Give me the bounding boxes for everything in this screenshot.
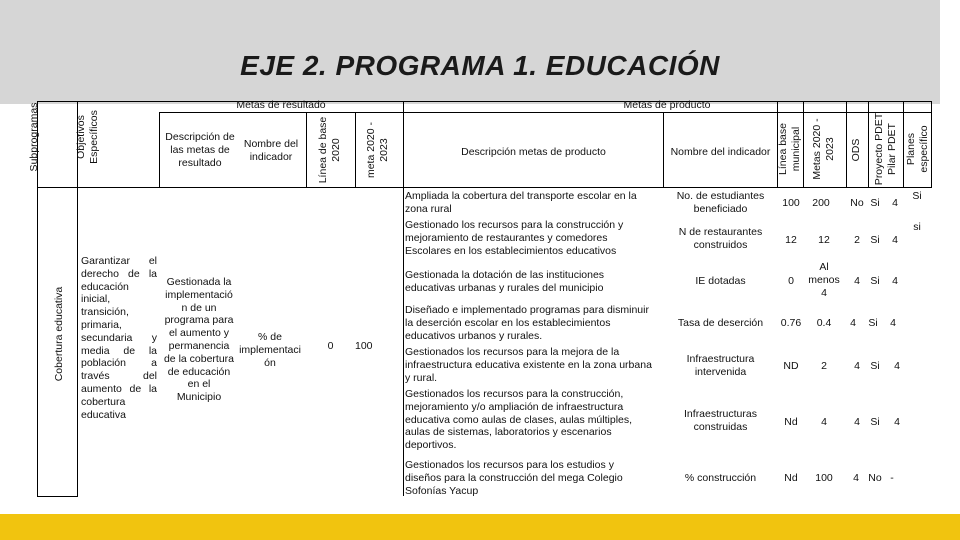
product-ods: 4 bbox=[854, 360, 860, 372]
header-planes: Planes específico bbox=[905, 125, 930, 173]
objetivo-cell: Garantizar el derecho de la educación inicial, transición, primaria, secundaria y media de la población a través del aumento de la cobertura educativa bbox=[81, 255, 157, 421]
grid-line bbox=[403, 101, 404, 496]
product-indicator: IE dotadas bbox=[695, 275, 746, 287]
header-desc-resultado: Descripción de las metas de resultado bbox=[165, 131, 235, 169]
meta-resultado-valor-cell: 100 bbox=[355, 340, 373, 352]
product-base: 0 bbox=[788, 275, 794, 287]
linea-base-resultado-cell: 0 bbox=[327, 340, 334, 352]
product-indicator: % construcción bbox=[684, 472, 757, 484]
product-base: ND bbox=[783, 360, 799, 372]
product-desc: Gestionados los recursos para la construcción, mejoramiento y/o ampliación de infraestructura educativa como aulas de clases, aulas múltiples, aulas de sistemas, laboratorios y escenarios deportivos. bbox=[405, 388, 633, 452]
product-desc: Gestionada la dotación de las instituciones educativas urbanas y rurales del municipio bbox=[405, 269, 605, 294]
product-meta: 100 bbox=[815, 472, 833, 484]
grid-line bbox=[355, 112, 356, 187]
header-linea-base: Línea de base 2020 bbox=[317, 116, 342, 184]
grid-line bbox=[403, 112, 932, 113]
product-pilar: - bbox=[890, 472, 894, 484]
product-ods: 4 bbox=[854, 416, 860, 428]
header-metas-resultado: Metas de resultado bbox=[236, 99, 326, 111]
product-base: Nd bbox=[784, 472, 798, 484]
header-linea-base-municipal: Línea base municipal bbox=[777, 123, 802, 175]
header-objetivos: Objetivos Específicos bbox=[75, 110, 100, 164]
product-base: 0.76 bbox=[780, 317, 802, 329]
product-pdet: No bbox=[868, 472, 882, 484]
product-meta: 4 bbox=[821, 416, 827, 428]
product-desc: Gestionados los recursos para los estudios y diseños para la construcción del mega Colegio Sofonías Yacup bbox=[405, 459, 623, 497]
grid-line bbox=[931, 101, 932, 187]
product-pdet: Si bbox=[870, 416, 880, 428]
product-ods: 2 bbox=[854, 234, 860, 246]
grid-line bbox=[803, 101, 804, 187]
product-indicator: Tasa de deserción bbox=[677, 317, 764, 329]
product-pdet: Si bbox=[870, 234, 880, 246]
product-ods: No bbox=[850, 197, 864, 209]
header-indicador-producto: Nombre del indicador bbox=[670, 146, 771, 158]
product-pdet: Si bbox=[870, 197, 880, 209]
header-metas-producto-valor: Metas 2020 - 2023 bbox=[811, 118, 836, 180]
product-desc: Gestionados los recursos para la mejora de la infraestructura educativa existente en la zona urbana y rural. bbox=[405, 346, 652, 384]
product-ods: 4 bbox=[853, 472, 859, 484]
page-title: EJE 2. PROGRAMA 1. EDUCACIÓN bbox=[240, 50, 720, 81]
footer-bar bbox=[0, 514, 960, 540]
product-pilar: 4 bbox=[894, 360, 900, 372]
header-desc-producto: Descripción metas de producto bbox=[461, 146, 606, 158]
product-pilar: 4 bbox=[894, 416, 900, 428]
product-base: Nd bbox=[784, 416, 798, 428]
header-pdet: Proyecto PDET Pilar PDET bbox=[873, 112, 898, 186]
header-meta-resultado: meta 2020 - 2023 bbox=[365, 121, 390, 179]
product-ods: 4 bbox=[850, 317, 856, 329]
product-pilar: 4 bbox=[892, 234, 898, 246]
product-meta: 12 bbox=[818, 234, 830, 246]
product-pdet: Si bbox=[870, 275, 880, 287]
grid-line bbox=[846, 101, 847, 187]
grid-line bbox=[903, 101, 904, 187]
meta-resultado-cell: Gestionada la implementació n de un programa para el aumento y permanencia de la cobertura de educación en el Municipio bbox=[163, 276, 235, 404]
product-pilar: 4 bbox=[892, 275, 898, 287]
product-indicator: No. de estudiantes beneficiado bbox=[676, 190, 765, 215]
product-ods: 4 bbox=[854, 275, 860, 287]
product-desc: Gestionado los recursos para la construcción y mejoramiento de restaurantes y comedores Escolares en los establecimientos educativos bbox=[405, 219, 624, 257]
product-base: 12 bbox=[785, 234, 797, 246]
product-desc: Diseñado e implementado programas para disminuir la deserción escolar en los establecimientos educativos urbanos y rurales. bbox=[405, 304, 649, 342]
header-ods: ODS bbox=[850, 138, 862, 162]
grid-line bbox=[306, 112, 307, 187]
header-metas-producto: Metas de producto bbox=[623, 99, 711, 111]
product-pilar: 4 bbox=[890, 317, 896, 329]
product-meta: 200 bbox=[812, 197, 830, 209]
product-desc: Ampliada la cobertura del transporte escolar en la zona rural bbox=[405, 190, 637, 215]
grid-line bbox=[868, 101, 869, 187]
product-meta: 0.4 bbox=[816, 317, 832, 329]
product-planes: Si bbox=[912, 190, 922, 202]
grid-line bbox=[37, 496, 77, 497]
product-indicator: Infraestructura intervenida bbox=[686, 353, 755, 378]
product-meta: Al menos 4 bbox=[808, 261, 840, 299]
subprograma-cell: Cobertura educativa bbox=[53, 286, 65, 382]
product-indicator: N de restaurantes construidos bbox=[678, 226, 763, 251]
product-planes: si bbox=[913, 221, 921, 233]
product-base: 100 bbox=[782, 197, 800, 209]
product-pilar: 4 bbox=[892, 197, 898, 209]
header-indicador-resultado: Nombre del indicador bbox=[243, 138, 299, 163]
product-indicator: Infraestructuras construidas bbox=[684, 408, 757, 433]
grid-line bbox=[37, 187, 932, 188]
product-pdet: Si bbox=[868, 317, 878, 329]
product-pdet: Si bbox=[870, 360, 880, 372]
product-meta: 2 bbox=[821, 360, 827, 372]
indicador-resultado-cell: % de implementaci ón bbox=[239, 331, 301, 369]
header-subprogramas: Subprogramas bbox=[28, 102, 40, 172]
